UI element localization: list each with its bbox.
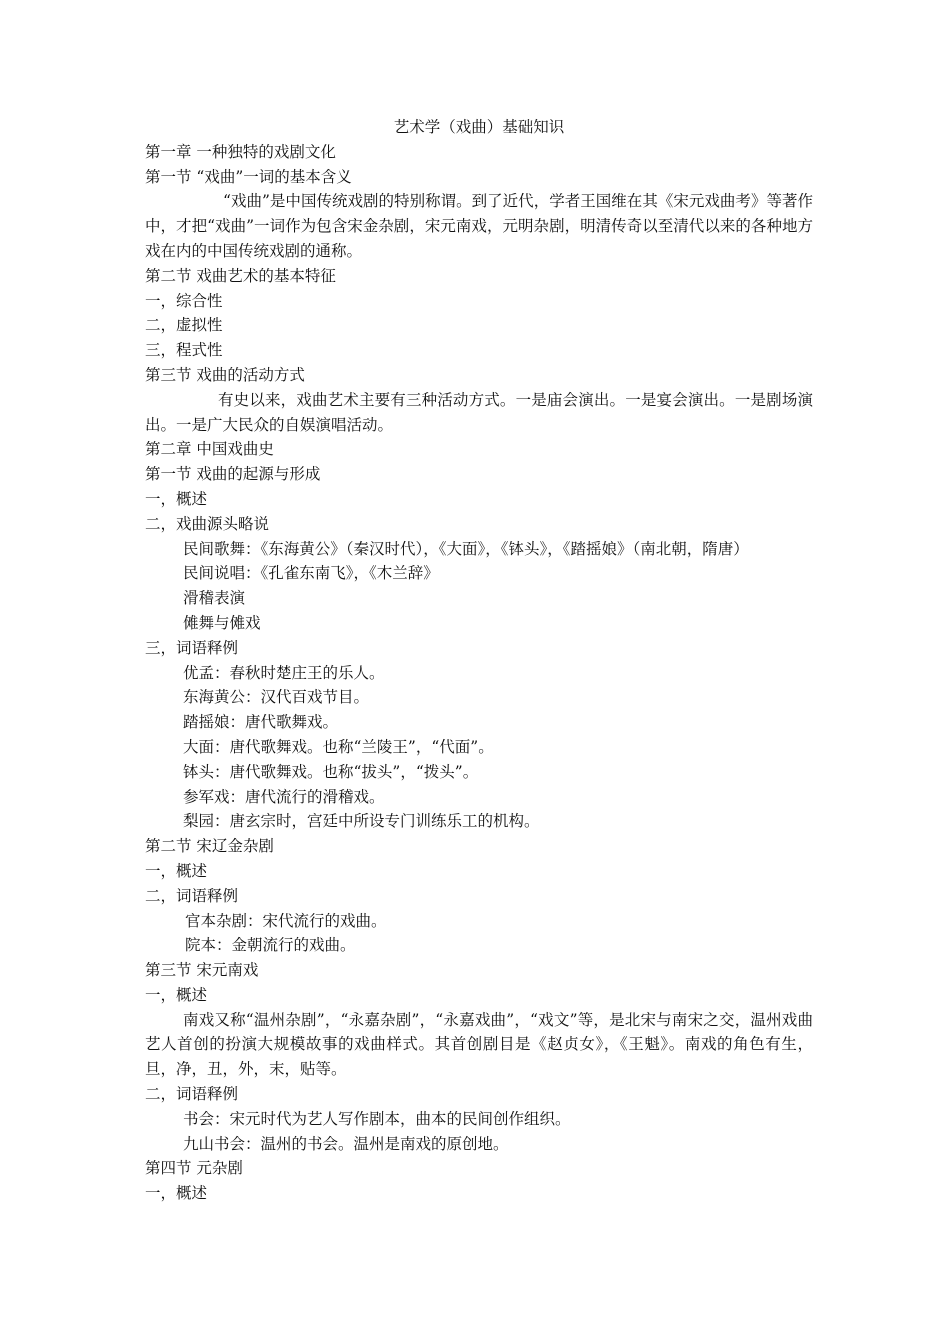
section-2-3-heading: 第三节 宋元南戏: [145, 961, 259, 980]
term-item: 官本杂剧：宋代流行的戏曲。: [185, 911, 387, 930]
term-item: 钵头：唐代歌舞戏。也称“拔头”，“拨头”。: [183, 762, 479, 781]
term-item: 梨园：唐玄宗时，宫廷中所设专门训练乐工的机构。: [183, 812, 540, 831]
list-item: 三，程式性: [145, 341, 223, 360]
term-item: 大面：唐代歌舞戏。也称“兰陵王”，“代面”。: [183, 737, 494, 756]
list-item: 一，概述: [145, 985, 208, 1004]
term-item: 优孟：春秋时楚庄王的乐人。: [183, 663, 385, 682]
section-1-2-heading: 第二节 戏曲艺术的基本特征: [145, 266, 336, 285]
list-item: 二，词语释例: [145, 1085, 239, 1104]
chapter-1-heading: 第一章 一种独特的戏剧文化: [145, 142, 336, 161]
list-item: 二，虚拟性: [145, 316, 223, 335]
list-item: 三，词语释例: [145, 638, 239, 657]
source-item: 民间说唱：《孔雀东南飞》，《木兰辞》: [183, 564, 439, 583]
list-item: 一，综合性: [145, 291, 223, 310]
section-2-4-heading: 第四节 元杂剧: [145, 1159, 243, 1178]
list-item: 二，戏曲源头略说: [145, 514, 270, 533]
list-item: 二，词语释例: [145, 886, 239, 905]
source-item: 滑稽表演: [183, 589, 246, 608]
source-item: 傩舞与傩戏: [183, 613, 261, 632]
section-1-3-heading: 第三节 戏曲的活动方式: [145, 365, 305, 384]
term-item: 院本：金朝流行的戏曲。: [185, 936, 356, 955]
chapter-2-heading: 第二章 中国戏曲史: [145, 440, 274, 459]
section-1-3-paragraph: 有史以来，戏曲艺术主要有三种活动方式。一是庙会演出。一是宴会演出。一是剧场演出。一是广大民众的自娱演唱活动。: [145, 390, 813, 434]
section-2-3-paragraph: 南戏又称“温州杂剧”，“永嘉杂剧”，“永嘉戏曲”，“戏文”等，是北宋与南宋之交，温州戏曲艺人首创的扮演大规模故事的戏曲样式。其首创剧目是《赵贞女》，《王魁》。南戏的角色有生，旦，净，丑，外，末，贴等。: [145, 1010, 813, 1079]
source-item: 民间歌舞：《东海黄公》（秦汉时代），《大面》，《钵头》，《踏摇娘》（南北朝，隋唐）: [183, 539, 749, 558]
term-item: 书会：宋元时代为艺人写作剧本，曲本的民间创作组织。: [183, 1109, 571, 1128]
section-2-2-heading: 第二节 宋辽金杂剧: [145, 837, 274, 856]
document-title: 艺术学（戏曲）基础知识: [393, 118, 565, 136]
list-item: 一，概述: [145, 489, 208, 508]
term-item: 东海黄公：汉代百戏节目。: [183, 688, 370, 707]
list-item: 一，概述: [145, 1184, 208, 1203]
term-item: 参军戏：唐代流行的滑稽戏。: [183, 787, 385, 806]
term-item: 踏摇娘：唐代歌舞戏。: [183, 713, 339, 732]
section-1-1-heading: 第一节 “戏曲”一词的基本含义: [145, 167, 352, 186]
term-item: 九山书会：温州的书会。温州是南戏的原创地。: [183, 1134, 509, 1153]
section-2-1-heading: 第一节 戏曲的起源与形成: [145, 465, 321, 484]
document-page: [145, 115, 813, 1206]
section-1-1-paragraph: “戏曲”是中国传统戏剧的特别称谓。到了近代，学者王国维在其《宋元戏曲考》等著作中，才把“戏曲”一词作为包含宋金杂剧，宋元南戏，元明杂剧，明清传奇以至清代以来的各种地方戏在内的中国传统戏剧的通称。: [145, 192, 813, 260]
list-item: 一，概述: [145, 861, 208, 880]
